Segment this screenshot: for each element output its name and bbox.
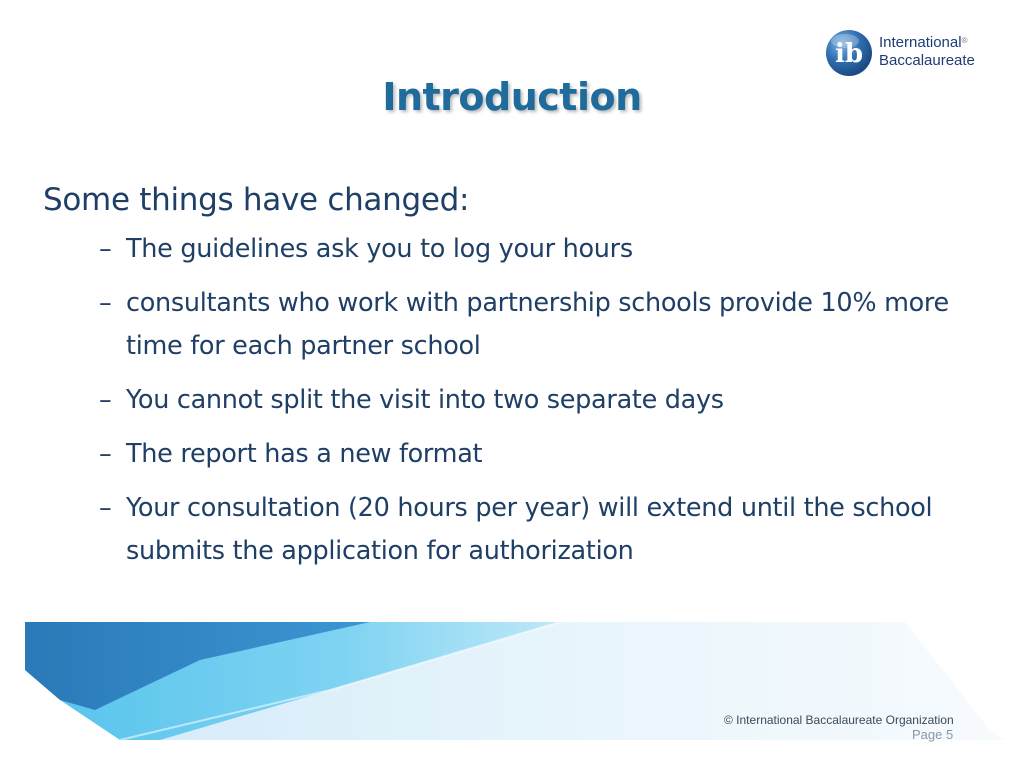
slide-title: Introduction xyxy=(382,75,642,119)
bullet-dash: – xyxy=(99,439,112,469)
bullet-dash: – xyxy=(99,385,112,415)
bullet-dash: – xyxy=(99,234,112,264)
bullet-item xyxy=(43,228,973,271)
bullet-item xyxy=(43,487,973,573)
bullet-text: You cannot split the visit into two separate days xyxy=(126,385,724,415)
bullet-text: Your consultation (20 hours per year) will extend until the school submits the application for authorization xyxy=(126,493,933,566)
copyright-notice: © International Baccalaureate Organization xyxy=(724,713,954,727)
bullet-text: consultants who work with partnership schools provide 10% more time for each partner school xyxy=(126,288,949,361)
bullet-dash: – xyxy=(99,288,112,318)
page-number: Page 5 xyxy=(912,727,954,742)
logo-line1: International xyxy=(879,34,962,51)
bullet-text: The guidelines ask you to log your hours xyxy=(126,234,633,264)
registered-mark: ® xyxy=(961,36,968,45)
footer-swoosh-graphic xyxy=(0,610,1024,768)
lead-text: Some things have changed: xyxy=(43,182,470,218)
ib-logo-icon xyxy=(823,26,875,78)
bullet-list xyxy=(43,228,973,573)
ib-mark-text: ib xyxy=(834,39,864,69)
logo-line2: Baccalaureate xyxy=(879,52,975,69)
ib-wordmark xyxy=(879,34,975,70)
bullet-item xyxy=(43,433,973,476)
bullet-text: The report has a new format xyxy=(126,439,483,469)
bullet-item xyxy=(43,379,973,422)
bullet-dash: – xyxy=(99,493,112,523)
slide-body xyxy=(43,178,973,584)
bullet-item xyxy=(43,282,973,368)
